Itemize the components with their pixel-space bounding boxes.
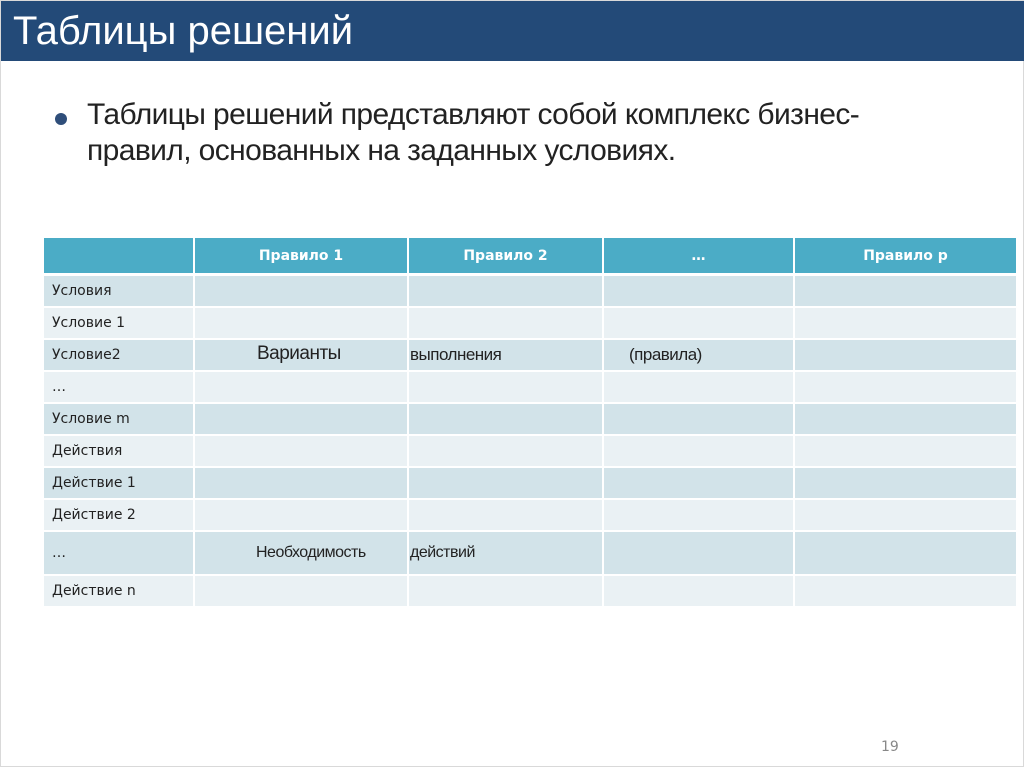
table-cell [604,404,795,436]
decision-table [44,238,1016,608]
overlay-actions: действий [410,544,475,561]
table-cell [604,532,795,576]
row-label: Действия [44,436,195,468]
slide-title: Таблицы решений [13,9,354,53]
table-cell [795,308,1016,340]
table-cell [409,276,604,308]
table-cell [795,532,1016,576]
overlay-necessity: Необходимость [256,544,366,561]
table-cell [795,276,1016,308]
table-cell [604,468,795,500]
table-row [44,308,1016,340]
table-row [44,340,1016,372]
overlay-rule: (правила) [629,345,702,364]
table-cell [604,576,795,608]
row-label: Условие 1 [44,308,195,340]
row-label: Условие2 [44,340,195,372]
table-row [44,372,1016,404]
table-row [44,436,1016,468]
header-cell-ellipsis: … [604,238,795,276]
table-cell [195,276,409,308]
table-row [44,576,1016,608]
page-number: 19 [881,739,899,755]
row-label: … [44,532,195,576]
title-bar [1,1,1024,61]
table-cell [195,436,409,468]
table-cell [795,468,1016,500]
table-cell [795,576,1016,608]
row-label: Действие 1 [44,468,195,500]
row-label: Условие m [44,404,195,436]
table-cell [409,468,604,500]
table-cell [195,404,409,436]
table-row [44,276,1016,308]
table-cell [604,500,795,532]
table-cell [195,308,409,340]
header-cell-rule-2: Правило 2 [409,238,604,276]
table-cell [409,404,604,436]
table-cell [795,372,1016,404]
table-cell [195,372,409,404]
table-cell [795,404,1016,436]
overlay-execution: выполнения [410,345,502,364]
header-cell-rule-1: Правило 1 [195,238,409,276]
table-row [44,404,1016,436]
table-cell [409,308,604,340]
table-row [44,468,1016,500]
table-cell [195,576,409,608]
table-cell [195,500,409,532]
table-cell [795,436,1016,468]
table-cell [409,436,604,468]
table-cell [604,276,795,308]
table-cell [195,468,409,500]
bullet-dot-icon [55,113,67,125]
row-label: Действие n [44,576,195,608]
header-cell-empty [44,238,195,276]
overlay-variants: Варианты [257,343,341,364]
row-label: Условия [44,276,195,308]
table-row [44,532,1016,576]
row-label: Действие 2 [44,500,195,532]
header-cell-rule-p: Правило p [795,238,1016,276]
table-cell [795,340,1016,372]
table-cell [795,500,1016,532]
table-cell [409,372,604,404]
table-cell [409,576,604,608]
row-label: … [44,372,195,404]
table-cell [409,500,604,532]
table-cell [604,436,795,468]
table-row [44,500,1016,532]
table-header-row [44,238,1016,276]
table-cell [604,308,795,340]
bullet-text: Таблицы решений представляют собой комплекс бизнес-правил, основанных на заданных условиях. [87,98,860,167]
table-cell [604,372,795,404]
